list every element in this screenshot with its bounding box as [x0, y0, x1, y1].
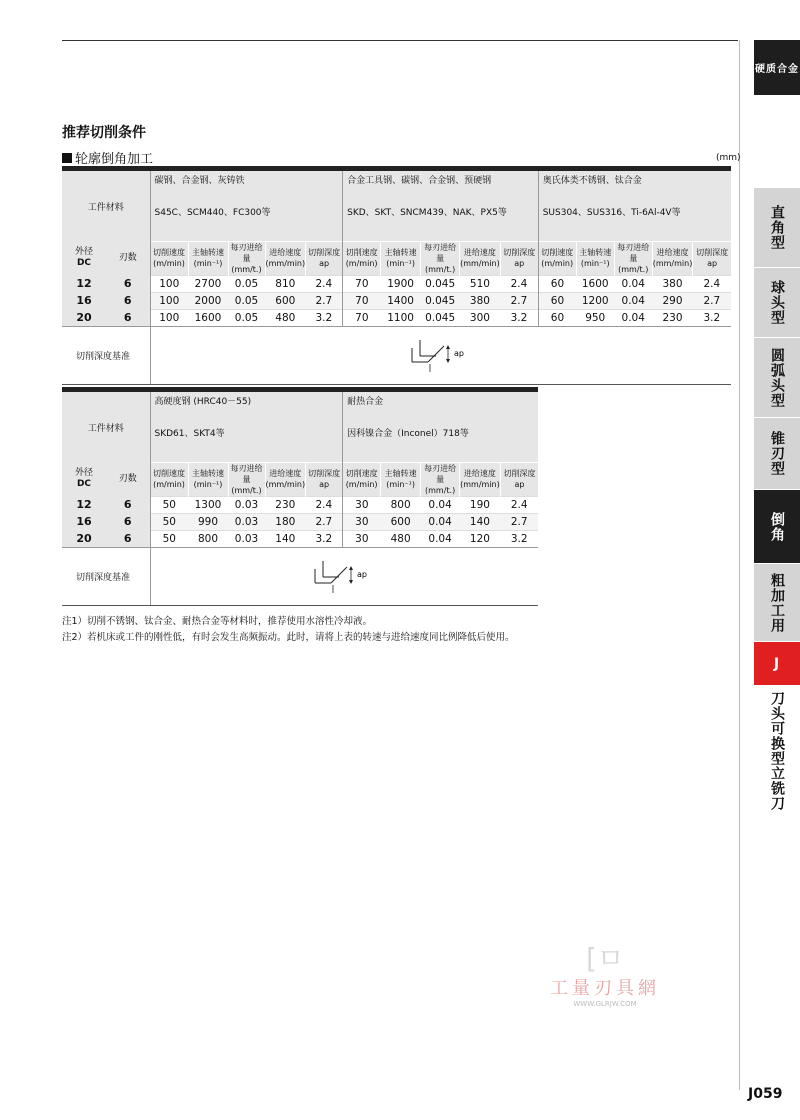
- cell: 950: [576, 309, 614, 326]
- section-label: 刀头可换型立铣刀: [754, 686, 800, 816]
- cell: 100: [150, 309, 188, 326]
- cell: 380: [652, 275, 693, 292]
- ap-mark: ap: [453, 348, 464, 358]
- vc-header: 切削速度 (m/min): [343, 241, 381, 275]
- cell: 140: [460, 513, 501, 530]
- material-stainless: 奥氏体类不锈钢、钛合金 SUS304、SUS316、Ti-6Al-4V等: [538, 171, 731, 241]
- ap-header: 切削深度 ap: [500, 462, 538, 496]
- dc-value: 20: [62, 309, 106, 326]
- flutes-value: 6: [106, 530, 150, 547]
- cell: 1100: [381, 309, 421, 326]
- dc-value: 12: [62, 496, 106, 513]
- note-2: 注2）若机床或工件的刚性低，有时会发生高频振动。此时，请将上表的转速与进给速度同比例降低后使用。: [62, 632, 515, 643]
- category-tab[interactable]: 硬质合金: [754, 40, 800, 96]
- ap-mark: ap: [357, 569, 368, 579]
- cell: 70: [343, 309, 381, 326]
- tab-ball-type[interactable]: 球头型: [754, 268, 800, 338]
- flutes-value: 6: [106, 292, 150, 309]
- cell: 2700: [188, 275, 228, 292]
- fz-header: 每刃进给量 (mm/t.): [421, 241, 460, 275]
- ap-header: 切削深度 ap: [693, 241, 731, 275]
- cell: 50: [150, 496, 188, 513]
- flutes-header: 刃数: [106, 462, 150, 496]
- cell: 0.05: [228, 309, 265, 326]
- cell: 990: [188, 513, 228, 530]
- cell: 60: [538, 309, 576, 326]
- cell: 2.7: [306, 292, 343, 309]
- cell: 2.4: [693, 275, 731, 292]
- cell: 2.4: [500, 496, 538, 513]
- n-header: 主轴转速 (min⁻¹): [188, 462, 228, 496]
- work-material-header: 工件材料: [62, 171, 150, 241]
- cell: 810: [265, 275, 306, 292]
- watermark-name: 工量刃具網: [550, 978, 660, 999]
- cell: 3.2: [500, 530, 538, 547]
- ap-header: 切削深度 ap: [500, 241, 538, 275]
- vf-header: 进给速度 (mm/min): [652, 241, 693, 275]
- cell: 480: [265, 309, 306, 326]
- cell: 0.04: [421, 513, 460, 530]
- cell: 3.2: [306, 530, 343, 547]
- cell: 100: [150, 275, 188, 292]
- cell: 2.4: [306, 496, 343, 513]
- cell: 190: [460, 496, 501, 513]
- cell: 3.2: [500, 309, 538, 326]
- cell: 1600: [576, 275, 614, 292]
- subtitle-text: 轮廓倒角加工: [75, 152, 154, 167]
- cell: 1400: [381, 292, 421, 309]
- vf-header: 进给速度 (mm/min): [460, 241, 501, 275]
- tab-radius-type[interactable]: 圆弧头型: [754, 338, 800, 418]
- cell: 0.04: [421, 530, 460, 547]
- vc-header: 切削速度 (m/min): [150, 241, 188, 275]
- cell: 30: [343, 496, 381, 513]
- depth-diagram: [150, 547, 538, 605]
- cell: 290: [652, 292, 693, 309]
- note-1: 注1）切削不锈钢、钛合金、耐热合金等材料时，推荐使用水溶性冷却液。: [62, 616, 373, 627]
- material-carbon-steel: 碳钢、合金钢、灰铸铁 S45C、SCM440、FC300等: [150, 171, 343, 241]
- watermark-url: WWW.GLRJW.COM: [573, 1000, 637, 1008]
- depth-diagram: [150, 326, 731, 384]
- cell: 60: [538, 275, 576, 292]
- cell: 2.7: [693, 292, 731, 309]
- cell: 510: [460, 275, 501, 292]
- page-title: 推荐切削条件: [62, 125, 146, 141]
- fz-header: 每刃进给量 (mm/t.): [228, 241, 265, 275]
- cell: 0.03: [228, 513, 265, 530]
- flutes-value: 6: [106, 513, 150, 530]
- square-bullet-icon: [62, 153, 72, 163]
- cell: 0.05: [228, 275, 265, 292]
- cell: 70: [343, 292, 381, 309]
- cell: 230: [265, 496, 306, 513]
- tab-square-type[interactable]: 直角型: [754, 188, 800, 268]
- cell: 0.045: [421, 309, 460, 326]
- n-header: 主轴转速 (min⁻¹): [188, 241, 228, 275]
- cell: 2.4: [500, 275, 538, 292]
- flutes-header: 刃数: [106, 241, 150, 275]
- cell: 0.03: [228, 530, 265, 547]
- cell: 100: [150, 292, 188, 309]
- cutting-table-2: [62, 387, 538, 606]
- cell: 230: [652, 309, 693, 326]
- cell: 0.05: [228, 292, 265, 309]
- table-row: [62, 275, 731, 292]
- tab-chamfer[interactable]: 倒角: [754, 490, 800, 564]
- depth-reference-label: 切削深度基准: [62, 547, 150, 605]
- cell: 600: [265, 292, 306, 309]
- cell: 800: [381, 496, 421, 513]
- vf-header: 进给速度 (mm/min): [460, 462, 501, 496]
- ap-header: 切削深度 ap: [306, 241, 343, 275]
- vc-header: 切削速度 (m/min): [343, 462, 381, 496]
- table-row: [62, 513, 538, 530]
- cell: 180: [265, 513, 306, 530]
- dc-value: 12: [62, 275, 106, 292]
- page-number: J059: [748, 1086, 783, 1102]
- cell: 380: [460, 292, 501, 309]
- vf-header: 进给速度 (mm/min): [265, 462, 306, 496]
- cell: 2.7: [500, 292, 538, 309]
- flutes-value: 6: [106, 496, 150, 513]
- cutting-table-1: [62, 166, 731, 385]
- fz-header: 每刃进给量 (mm/t.): [614, 241, 652, 275]
- dc-value: 16: [62, 292, 106, 309]
- cell: 30: [343, 530, 381, 547]
- cell: 3.2: [693, 309, 731, 326]
- cell: 0.03: [228, 496, 265, 513]
- cell: 60: [538, 292, 576, 309]
- n-header: 主轴转速 (min⁻¹): [381, 462, 421, 496]
- dc-value: 20: [62, 530, 106, 547]
- material-hardened-steel: 高硬度钢 (HRC40－55) SKD61、SKT4等: [150, 392, 343, 462]
- cell: 1600: [188, 309, 228, 326]
- table-row: [62, 292, 731, 309]
- cell: 50: [150, 513, 188, 530]
- unit-label: (mm): [716, 153, 741, 163]
- cell: 0.04: [614, 292, 652, 309]
- work-material-header: 工件材料: [62, 392, 150, 462]
- flutes-value: 6: [106, 309, 150, 326]
- vc-header: 切削速度 (m/min): [538, 241, 576, 275]
- depth-reference-label: 切削深度基准: [62, 326, 150, 384]
- cell: 2000: [188, 292, 228, 309]
- cell: 300: [460, 309, 501, 326]
- cell: 1200: [576, 292, 614, 309]
- chamfer-depth-icon: [309, 555, 379, 595]
- material-tool-steel: 合金工具钢、碳钢、合金钢、预硬钢 SKD、SKT、SNCM439、NAK、PX5等: [343, 171, 539, 241]
- notes: [62, 614, 515, 646]
- cell: 1300: [188, 496, 228, 513]
- cell: 480: [381, 530, 421, 547]
- n-header: 主轴转速 (min⁻¹): [381, 241, 421, 275]
- chamfer-depth-icon: [406, 334, 476, 374]
- cell: 120: [460, 530, 501, 547]
- cell: 50: [150, 530, 188, 547]
- cell: 800: [188, 530, 228, 547]
- cell: 2.4: [306, 275, 343, 292]
- dc-value: 16: [62, 513, 106, 530]
- cell: 140: [265, 530, 306, 547]
- top-rule: [62, 40, 738, 41]
- cell: 2.7: [306, 513, 343, 530]
- cell: 0.045: [421, 292, 460, 309]
- watermark-logo-icon: [ㅁ: [586, 942, 624, 975]
- flutes-value: 6: [106, 275, 150, 292]
- watermark: [540, 944, 670, 1008]
- table-row: [62, 309, 731, 326]
- cell: 1900: [381, 275, 421, 292]
- tab-j[interactable]: J: [754, 642, 800, 686]
- material-heat-resistant: 耐热合金 因科镍合金（Inconel）718等: [343, 392, 539, 462]
- dc-header: 外径 DC: [62, 241, 106, 275]
- fz-header: 每刃进给量 (mm/t.): [228, 462, 265, 496]
- cell: 0.045: [421, 275, 460, 292]
- cell: 30: [343, 513, 381, 530]
- tab-roughing[interactable]: 粗加工用: [754, 564, 800, 642]
- vc-header: 切削速度 (m/min): [150, 462, 188, 496]
- ap-header: 切削深度 ap: [306, 462, 343, 496]
- cell: 70: [343, 275, 381, 292]
- cell: 2.7: [500, 513, 538, 530]
- tab-taper-type[interactable]: 锥刃型: [754, 418, 800, 490]
- section-subtitle: [62, 148, 153, 167]
- cell: 0.04: [614, 275, 652, 292]
- dc-header: 外径 DC: [62, 462, 106, 496]
- cell: 0.04: [614, 309, 652, 326]
- table-row: [62, 530, 538, 547]
- cell: 600: [381, 513, 421, 530]
- cell: 0.04: [421, 496, 460, 513]
- fz-header: 每刃进给量 (mm/t.): [421, 462, 460, 496]
- side-divider: [739, 40, 740, 1090]
- vf-header: 进给速度 (mm/min): [265, 241, 306, 275]
- n-header: 主轴转速 (min⁻¹): [576, 241, 614, 275]
- table-row: [62, 496, 538, 513]
- cell: 3.2: [306, 309, 343, 326]
